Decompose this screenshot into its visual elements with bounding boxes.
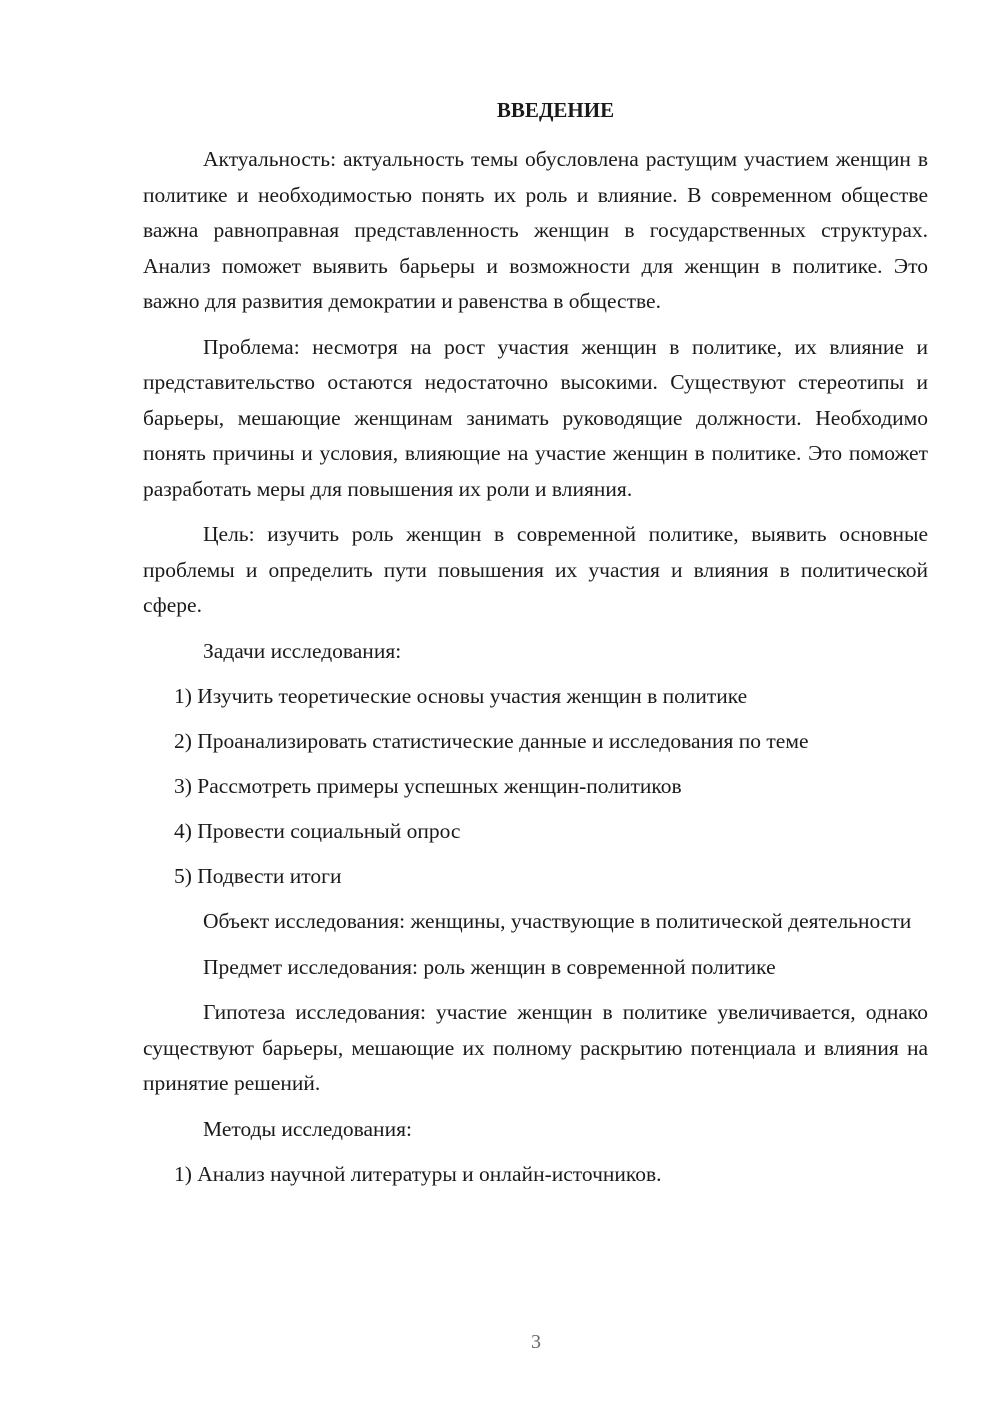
task-item-1: 1) Изучить теоретические основы участия женщин в политике (174, 684, 748, 708)
object-paragraph: Объект исследования: женщины, участвующие в политической деятельности (203, 909, 912, 933)
method-item-1: 1) Анализ научной литературы и онлайн-источников. (174, 1162, 662, 1186)
tasks-label: Задачи исследования: (203, 638, 402, 663)
section-title: ВВЕДЕНИЕ (496, 98, 615, 122)
goal-paragraph: Цель: изучить роль женщин в современной политике, выявить основные проблемы и определить пути повышения их участия и влияния в политической сфере. (143, 522, 928, 617)
relevance-paragraph: Актуальность: актуальность темы обусловлена растущим участием женщин в политике и необходимостью понять их роль и влияние. В современном обществе важна равноправная представленность женщин в государственных структурах. Анализ поможет выявить барьеры и возможности для женщин в политике. Это важно для развития демократии и равенства в обществе. (143, 147, 928, 313)
task-item-4: 4) Провести социальный опрос (174, 819, 461, 843)
subject-paragraph: Предмет исследования: роль женщин в современной политике (203, 954, 776, 979)
problem-paragraph: Проблема: несмотря на рост участия женщин в политике, их влияние и представительство остаются недостаточно высокими. Существуют стереотипы и барьеры, мешающие женщинам занимать руководящие должности. Необходимо понять причины и условия, влияющие на участие женщин в политике. Это поможет разработать меры для повышения их роли и влияния. (143, 334, 928, 501)
hypothesis-paragraph: Гипотеза исследования: участие женщин в политике увеличивается, однако существуют барьеры, мешающие их полному раскрытию потенциала и влияния на принятие решений. (143, 1000, 928, 1095)
task-item-5: 5) Подвести итоги (174, 864, 342, 888)
page-number: 3 (531, 1331, 541, 1353)
task-item-2: 2) Проанализировать статистические данные и исследования по теме (174, 729, 809, 753)
task-item-3: 3) Рассмотреть примеры успешных женщин-политиков (174, 774, 682, 798)
methods-label: Методы исследования: (203, 1116, 412, 1141)
page-content (143, 93, 928, 1202)
